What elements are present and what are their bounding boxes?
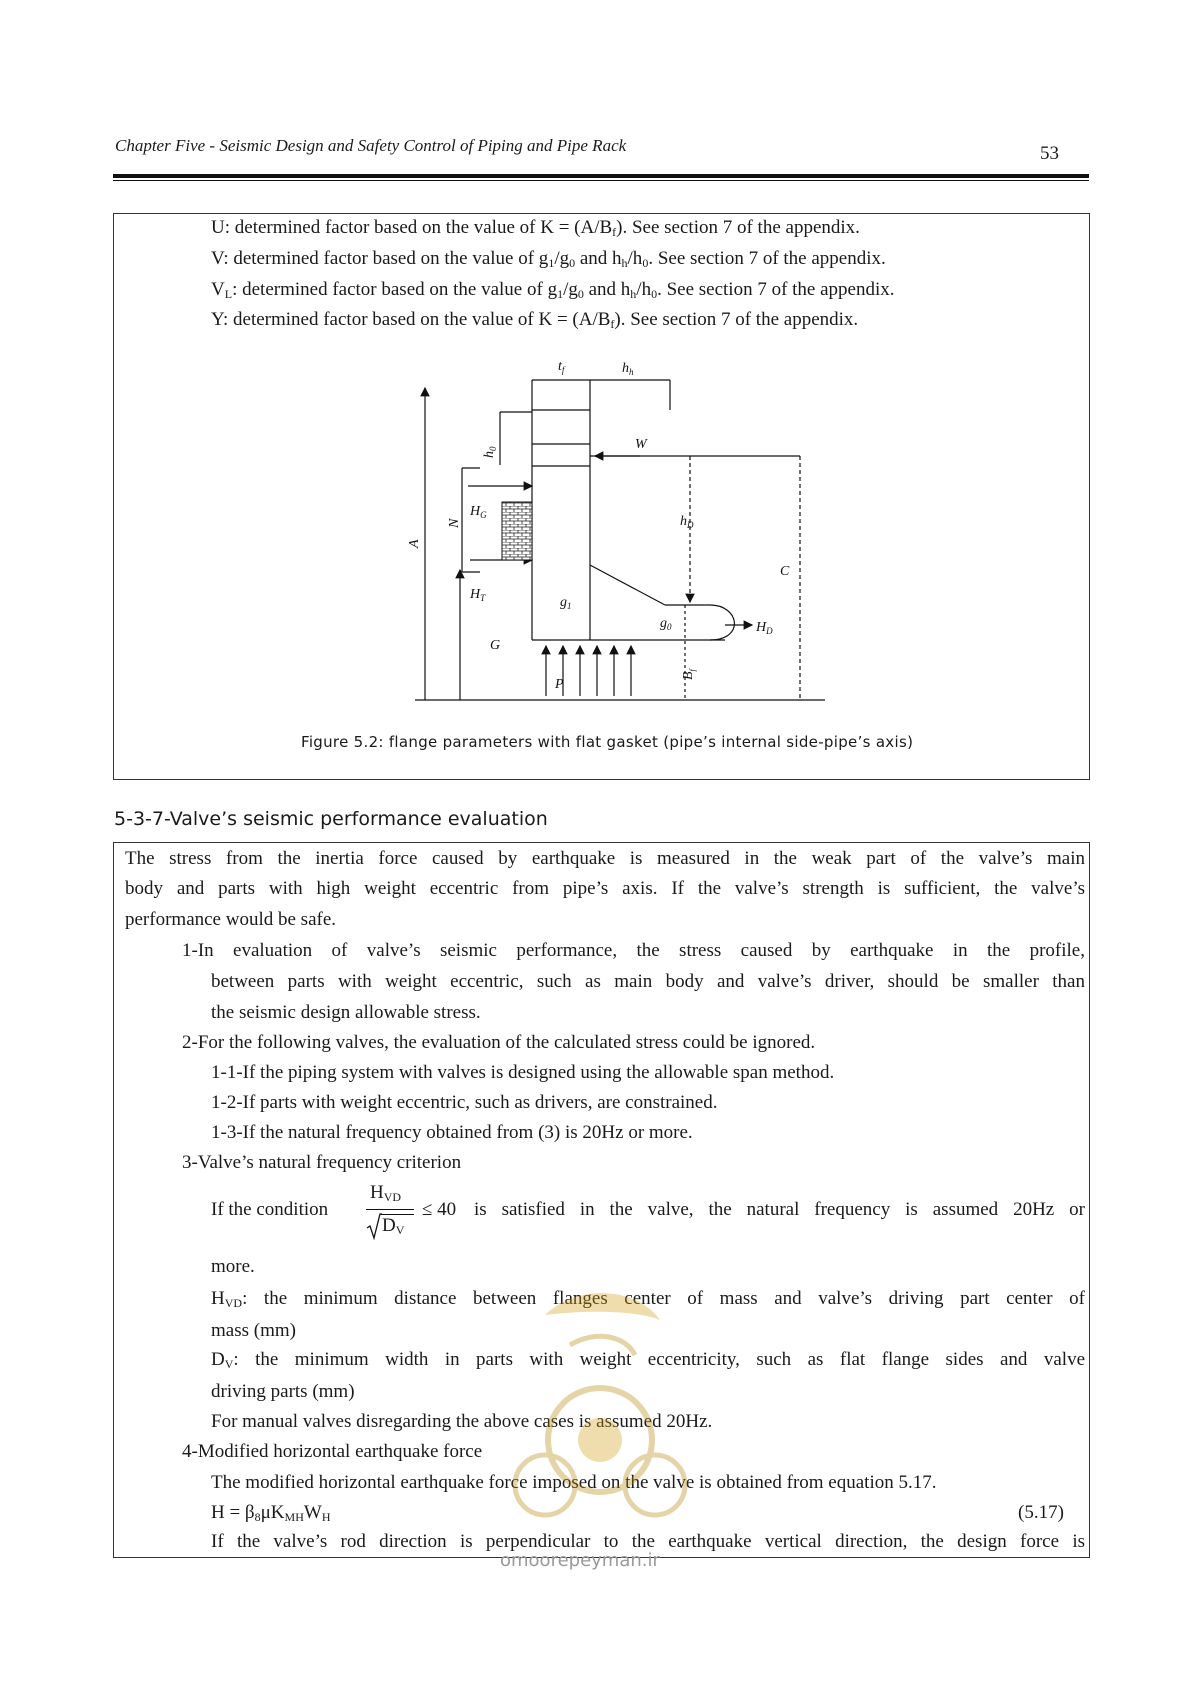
last-line: If the valve’s rod direction is perpendicular to the earthquake vertical direction, the design force is (211, 1531, 1085, 1552)
hvd-definition-cont: mass (mm) (211, 1320, 296, 1341)
item2-sub-2: 1-2-If parts with weight eccentric, such as drivers, are constrained. (211, 1092, 718, 1113)
header-rule-thin (113, 180, 1089, 181)
equation-5-17: $H = \beta_8\mu K_{MH}W_H$ (211, 1502, 331, 1524)
condition-cont: more. (211, 1256, 255, 1277)
item4-text: The modified horizontal earthquake force imposed on the valve is obtained from equation 5.17. (211, 1472, 937, 1493)
page-number: 53 (1040, 143, 1059, 164)
item3: 3-Valve’s natural frequency criterion (182, 1152, 462, 1173)
svg-text:h0: $h_0$ (482, 446, 498, 458)
item4: 4-Modified horizontal earthquake force (182, 1441, 483, 1462)
svg-text:HD: $H_D$ (756, 620, 773, 636)
intro-line-1: The stress from the inertia force caused by earthquake is measured in the weak part of the valve’s main (125, 848, 1085, 869)
svg-text:hD: $h_D$ (680, 514, 694, 530)
definition-v: V: determined factor based on the value of $g_1/g_0$ and $h_h/h_0$. See section 7 of the appendix. (211, 248, 886, 270)
flange-diagram (380, 350, 840, 710)
intro-line-2: body and parts with high weight eccentric from pipe’s axis. If the valve’s strength is sufficient, the valve’s (125, 878, 1085, 899)
item2: 2-For the following valves, the evaluation of the calculated stress could be ignored. (182, 1032, 816, 1053)
intro-line-3: performance would be safe. (125, 909, 337, 930)
svg-text:g0: $g_0$ (660, 616, 672, 632)
svg-text:W: W (635, 437, 647, 452)
svg-text:HT: $H_T$ (470, 587, 486, 603)
dv-definition: $D_V$: the minimum width in parts with weight eccentricity, such as flat flange sides and valve (211, 1349, 1085, 1371)
equation-number: (5.17) (1018, 1502, 1064, 1523)
condition-relation: ≤ 40 (422, 1199, 457, 1220)
hvd-definition: $H_{VD}$: the minimum distance between flanges center of mass and valve’s driving part center of (211, 1288, 1085, 1310)
svg-text:HG: $H_G$ (470, 504, 487, 520)
item2-sub-3: 1-3-If the natural frequency obtained from (3) is 20Hz or more. (211, 1122, 693, 1143)
definition-vl: $V_L$: determined factor based on the value of $g_1/g_0$ and $h_h/h_0$. See section 7 of the appendix. (211, 279, 895, 301)
svg-text:A: A (407, 539, 422, 548)
watermark-text: omoorepeyman.ir (500, 1550, 660, 1571)
condition-suffix: is satisfied in the valve, the natural frequency is assumed 20Hz or (474, 1199, 1085, 1220)
chapter-title: Chapter Five - Seismic Design and Safety Control of Piping and Pipe Rack (115, 136, 627, 155)
manual-valves: For manual valves disregarding the above cases is assumed 20Hz. (211, 1411, 713, 1432)
gasket-hatch (502, 502, 532, 560)
item2-sub-1: 1-1-If the piping system with valves is designed using the allowable span method. (211, 1062, 835, 1083)
svg-text:P: P (555, 677, 564, 692)
svg-text:C: C (780, 564, 790, 579)
condition-prefix: If the condition (211, 1199, 329, 1220)
svg-text:N: N (447, 518, 462, 528)
section-heading: 5-3-7-Valve’s seismic performance evaluation (114, 808, 548, 830)
item1-line-3: the seismic design allowable stress. (211, 1002, 481, 1023)
header-rule (113, 174, 1089, 178)
figure-caption: Figure 5.2: flange parameters with flat gasket (pipe’s internal side-pipe’s axis) (301, 733, 914, 751)
definition-u: U: determined factor based on the value of $K = (A/B_f)$. See section 7 of the appendix. (211, 217, 860, 239)
sqrt-icon (366, 1212, 382, 1240)
item1-line-2: between parts with weight eccentric, such as main body and valve’s driver, should be smaller than (211, 971, 1085, 992)
svg-text:tf: $t_f$ (558, 359, 565, 375)
item1-line-1: 1-In evaluation of valve’s seismic performance, the stress caused by earthquake in the profile, (182, 940, 1085, 961)
svg-text:g1: $g_1$ (560, 595, 572, 611)
svg-text:hh: $h_h$ (622, 361, 634, 377)
svg-text:G: G (490, 638, 501, 653)
definition-y: Y: determined factor based on the value of $K = (A/B_f)$. See section 7 of the appendix. (211, 309, 859, 331)
svg-text:Bf: $B_f$ (681, 669, 697, 680)
dv-definition-cont: driving parts (mm) (211, 1381, 355, 1402)
watermark-logo (485, 1275, 715, 1575)
